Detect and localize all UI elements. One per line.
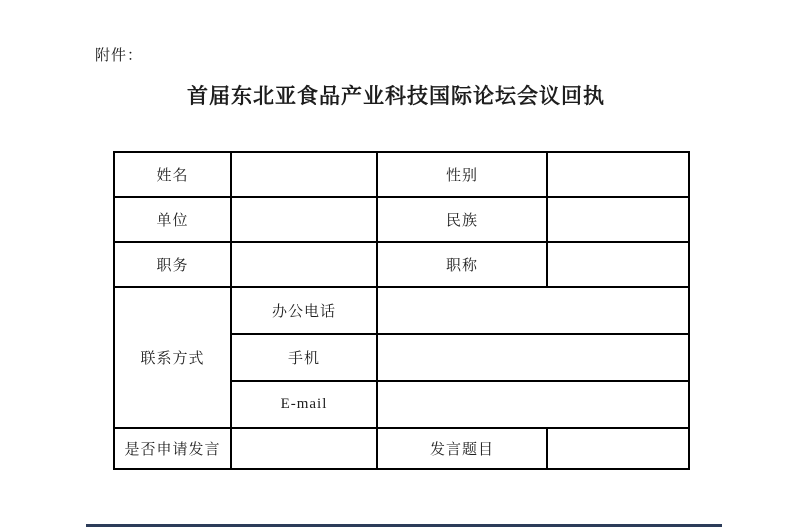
position-input-cell[interactable]	[231, 242, 377, 287]
speech-request-input-cell[interactable]	[231, 428, 377, 469]
email-label: E-mail	[231, 381, 377, 428]
table-row	[114, 152, 689, 197]
ethnicity-input-cell[interactable]	[547, 197, 689, 242]
mobile-label: 手机	[231, 334, 377, 381]
organization-input-cell[interactable]	[231, 197, 377, 242]
organization-label: 单位	[114, 197, 231, 242]
gender-input-cell[interactable]	[547, 152, 689, 197]
attachment-label: 附件：	[95, 48, 144, 64]
speech-request-label: 是否申请发言	[114, 428, 231, 469]
page-title: 首届东北亚食品产业科技国际论坛会议回执	[187, 84, 605, 108]
reply-form-table	[113, 151, 690, 470]
office-phone-input-cell[interactable]	[377, 287, 689, 334]
mobile-input-cell[interactable]	[377, 334, 689, 381]
professional-title-input-cell[interactable]	[547, 242, 689, 287]
table-row	[114, 287, 689, 334]
name-label: 姓名	[114, 152, 231, 197]
gender-label: 性别	[377, 152, 547, 197]
professional-title-label: 职称	[377, 242, 547, 287]
name-input-cell[interactable]	[231, 152, 377, 197]
email-input-cell[interactable]	[377, 381, 689, 428]
contact-method-label: 联系方式	[114, 287, 231, 428]
ethnicity-label: 民族	[377, 197, 547, 242]
speech-topic-label: 发言题目	[377, 428, 547, 469]
speech-topic-input-cell[interactable]	[547, 428, 689, 469]
table-row	[114, 428, 689, 469]
table-row	[114, 242, 689, 287]
office-phone-label: 办公电话	[231, 287, 377, 334]
table-row	[114, 197, 689, 242]
position-label: 职务	[114, 242, 231, 287]
